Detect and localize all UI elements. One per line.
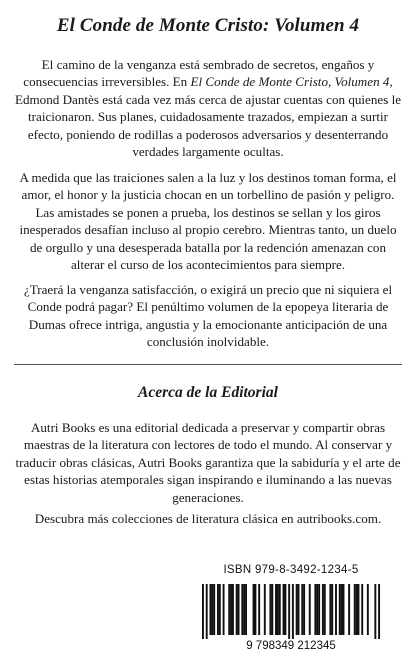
barcode-bar (202, 584, 204, 639)
synopsis-paragraph-1 (14, 56, 402, 160)
isbn-barcode-block (180, 560, 402, 665)
barcode-bar (269, 584, 271, 635)
barcode-bar (253, 584, 255, 635)
barcode-bar (271, 584, 273, 635)
synopsis-paragraph-3: ¿Traerá la venganza satisfacción, o exigirá un precio que ni siquiera el Conde podrá pagar? El penúltimo volumen de la epopeya literaria de Dumas ofrece intriga, angustia y la emocionante anticipación de una conclusión inolvidable. (23, 282, 393, 350)
barcode-bar (301, 584, 303, 635)
barcode-bar (230, 584, 232, 635)
publisher-heading: Acerca de la Editorial (138, 384, 278, 401)
barcode-bar (358, 584, 360, 635)
barcode-bar (232, 584, 234, 635)
barcode-bars (202, 584, 380, 639)
synopsis-paragraph-2: A medida que las traiciones salen a la luz y los destinos toman forma, el amor, el honor y la justicia chocan en un torbellino de pasión y peligro. Las amistades se ponen a prueba, los destinos se sellan y los giros inesperados desafían incluso al propio cerebro. Mientras tanto, un duelo de orgullo y una desesperada batalla por la redención amenazan con alterar el curso de los acontecimientos para siempre. (19, 170, 397, 273)
publisher-about-paragraph: Autri Books es una editorial dedicada a preservar y compartir obras maestras de la literatura con lectores de todo el mundo. Al conservar y traducir obras clásicas, Autri Books garantiza que la sabiduría y el arte de estas historias atemporales sigan inspirando e iluminando a las nuevas generaciones. (15, 420, 401, 505)
barcode-digits: 9 798349 212345 (246, 640, 336, 652)
barcode-bar (228, 584, 230, 635)
barcode-bar (275, 584, 277, 635)
barcode-bar (243, 584, 245, 635)
synopsis-p1-start: El camino de la venganza está sembrado de secretos, engaños y consecuencias irreversibles. En (23, 57, 375, 90)
barcode-bar (298, 584, 300, 635)
barcode-bar (374, 584, 376, 639)
barcode-bar (292, 584, 294, 639)
barcode-bar (324, 584, 326, 635)
barcode-bar (217, 584, 219, 635)
barcode-bar (209, 584, 211, 635)
synopsis-p1-book-title: El Conde de Monte Cristo, Volumen 4 (190, 74, 390, 90)
barcode-bar (329, 584, 331, 635)
barcode-bar (211, 584, 213, 635)
barcode-bar (339, 584, 341, 635)
barcode-bar (367, 584, 369, 635)
barcode-bar (331, 584, 333, 635)
barcode-bar (343, 584, 345, 635)
barcode-bar (284, 584, 286, 635)
publisher-website-line: Descubra más colecciones de literatura clásica en autribooks.com. (34, 511, 382, 526)
barcode-bar (309, 584, 311, 635)
barcode-bar (335, 584, 337, 635)
barcode-bar (288, 584, 290, 639)
barcode-bar (341, 584, 343, 635)
barcode-bar (258, 584, 260, 635)
barcode-bar (279, 584, 281, 635)
barcode-bar (356, 584, 358, 635)
barcode-bar (238, 584, 240, 635)
barcode-bar (314, 584, 316, 635)
barcode-bar (296, 584, 298, 635)
isbn-label: ISBN 979-8-3492-1234-5 (223, 564, 359, 576)
barcode-bar (245, 584, 247, 635)
barcode-bar (254, 584, 256, 635)
barcode-bar (322, 584, 324, 635)
barcode-bar (378, 584, 380, 639)
barcode-bar (241, 584, 243, 635)
barcode-bar (361, 584, 363, 635)
book-title: El Conde de Monte Cristo: Volumen 4 (56, 15, 360, 36)
barcode-bar (318, 584, 320, 635)
barcode-bar (316, 584, 318, 635)
barcode-bar (354, 584, 356, 635)
barcode-bar (264, 584, 266, 635)
barcode-bar (283, 584, 285, 635)
barcode-bar (206, 584, 208, 639)
synopsis-p1-end: , Edmond Dantès está cada vez más cerca de ajustar cuentas con quienes le traicionaron. Sus planes, cuidadosamente trazados, empiezan a surtir efecto, poniendo de rodillas a poderosos adversarios y desenterrando verdades largamente ocultas. (14, 74, 402, 160)
barcode-image (194, 582, 388, 652)
barcode-bar (219, 584, 221, 635)
barcode-bar (303, 584, 305, 635)
barcode-bar (223, 584, 225, 635)
barcode-bar (348, 584, 350, 635)
barcode-bar (277, 584, 279, 635)
barcode-bar (236, 584, 238, 635)
barcode-bar (213, 584, 215, 635)
section-divider (14, 364, 402, 365)
